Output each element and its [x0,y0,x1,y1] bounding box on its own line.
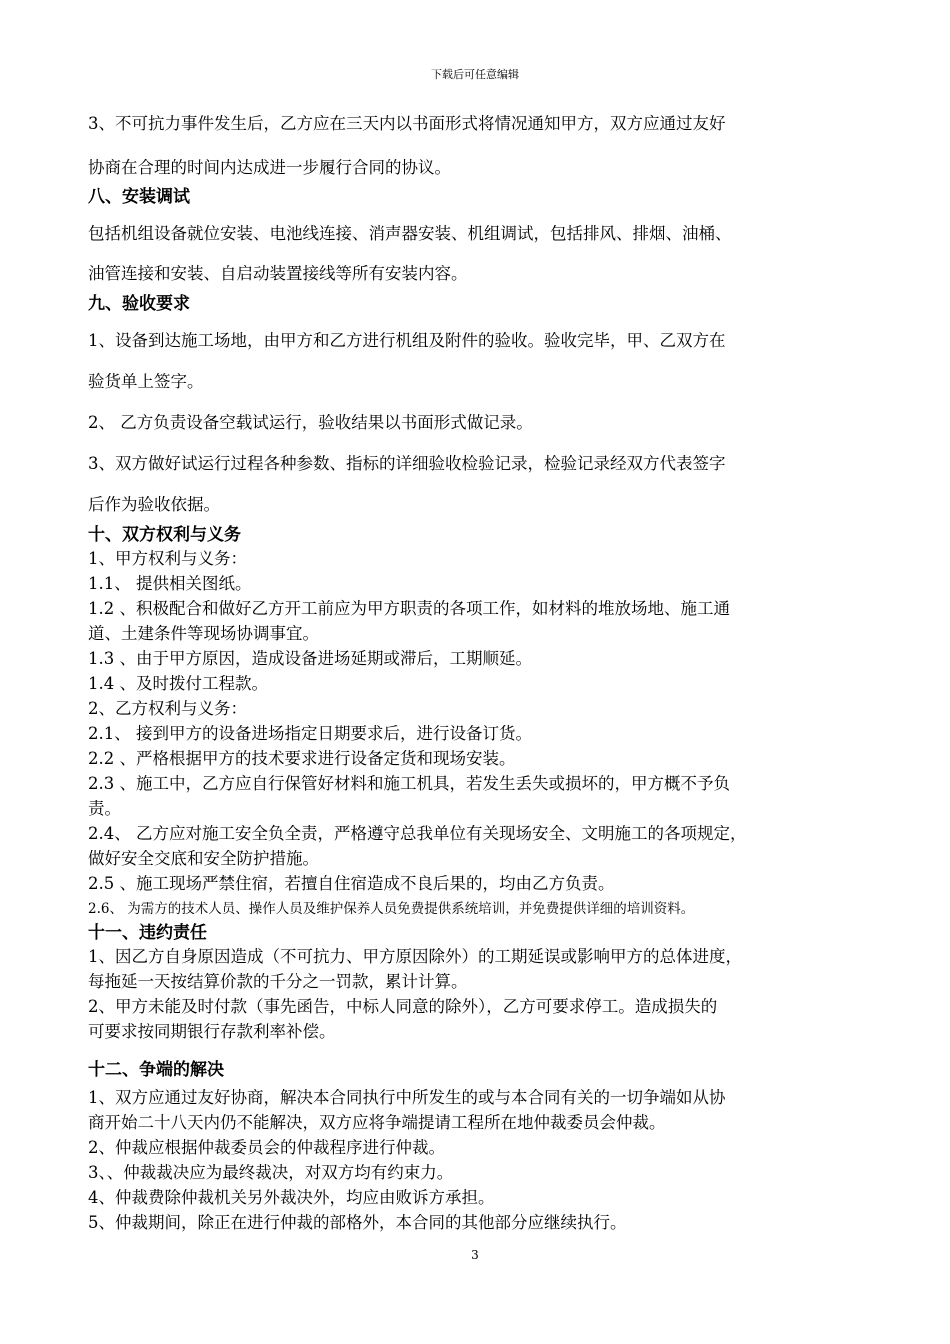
paragraph-line: 2.2 、严格根据甲方的技术要求进行设备定货和现场安装。 [88,749,516,768]
section-heading: 十一、违约责任 [88,923,207,943]
paragraph-line: 2、乙方权利与义务： [88,699,247,718]
paragraph-line: 道、土建条件等现场协调事宜。 [88,624,319,643]
paragraph-line: 2.4、 乙方应对施工安全负全责，严格遵守总我单位有关现场安全、文明施工的各项规定， [88,824,747,843]
paragraph-line: 3、双方做好试运行过程各种参数、指标的详细验收检验记录，检验记录经双方代表签字 [88,454,726,473]
paragraph-line: 责。 [88,799,121,818]
paragraph-line: 1、因乙方自身原因造成（不可抗力、甲方原因除外）的工期延误或影响甲方的总体进度， [88,947,742,966]
paragraph-line: 2、甲方未能及时付款（事先函告，中标人同意的除外），乙方可要求停工。造成损失的 [88,997,718,1016]
paragraph-line: 包括机组设备就位安装、电池线连接、消声器安装、机组调试，包括排风、排烟、油桶、 [88,224,732,243]
paragraph-line: 后作为验收依据。 [88,495,220,514]
paragraph-line: 2.5 、施工现场严禁住宿，若擅自住宿造成不良后果的，均由乙方负责。 [88,874,615,893]
page-header: 下载后可任意编辑 [431,68,519,81]
paragraph-line: 验货单上签字。 [88,372,204,391]
paragraph-line: 4、仲裁费除仲裁机关另外裁决外，均应由败诉方承担。 [88,1188,495,1207]
page-number: 3 [471,1248,479,1262]
paragraph-line: 1.2 、积极配合和做好乙方开工前应为甲方职责的各项工作，如材料的堆放场地、施工通 [88,599,730,618]
paragraph-line: 5、仲裁期间，除正在进行仲裁的部格外，本合同的其他部分应继续执行。 [88,1213,627,1232]
section-heading: 九、验收要求 [88,294,190,314]
paragraph-line: 油管连接和安装、自启动装置接线等所有安装内容。 [88,264,468,283]
section-heading: 十二、争端的解决 [88,1060,224,1080]
paragraph-line: 协商在合理的时间内达成进一步履行合同的协议。 [88,158,451,177]
paragraph-line: 2.3 、施工中，乙方应自行保管好材料和施工机具，若发生丢失或损坏的，甲方概不予负 [88,774,730,793]
paragraph-line: 1.3 、由于甲方原因，造成设备进场延期或滞后，工期顺延。 [88,649,532,668]
paragraph-line: 商开始二十八天内仍不能解决，双方应将争端提请工程所在地仲裁委员会仲裁。 [88,1113,666,1132]
paragraph-line: 做好安全交底和安全防护措施。 [88,849,319,868]
section-heading: 八、安装调试 [88,187,190,207]
paragraph-line: 2.6、 为需方的技术人员、操作人员及维护保养人员免费提供系统培训，并免费提供详细的培训资料。 [88,901,695,917]
paragraph-line: 1.1、 提供相关图纸。 [88,574,252,593]
paragraph-line: 1、双方应通过友好协商，解决本合同执行中所发生的或与本合同有关的一切争端如从协 [88,1088,726,1107]
paragraph-line: 1.4 、及时拨付工程款。 [88,674,268,693]
paragraph-line: 每拖延一天按结算价款的千分之一罚款，累计计算。 [88,972,468,991]
paragraph-line: 3、、仲裁裁决应为最终裁决，对双方均有约束力。 [88,1163,454,1182]
paragraph-line: 2、仲裁应根据仲裁委员会的仲裁程序进行仲裁。 [88,1138,445,1157]
section-heading: 十、双方权利与义务 [88,525,241,545]
paragraph-line: 3、不可抗力事件发生后，乙方应在三天内以书面形式将情况通知甲方，双方应通过友好 [88,114,726,133]
paragraph-line: 1、设备到达施工场地，由甲方和乙方进行机组及附件的验收。验收完毕，甲、乙双方在 [88,331,726,350]
paragraph-line: 2、 乙方负责设备空载试运行，验收结果以书面形式做记录。 [88,413,533,432]
paragraph-line: 2.1、 接到甲方的设备进场指定日期要求后，进行设备订货。 [88,724,532,743]
paragraph-line: 可要求按同期银行存款利率补偿。 [88,1022,336,1041]
paragraph-line: 1、甲方权利与义务： [88,549,247,568]
